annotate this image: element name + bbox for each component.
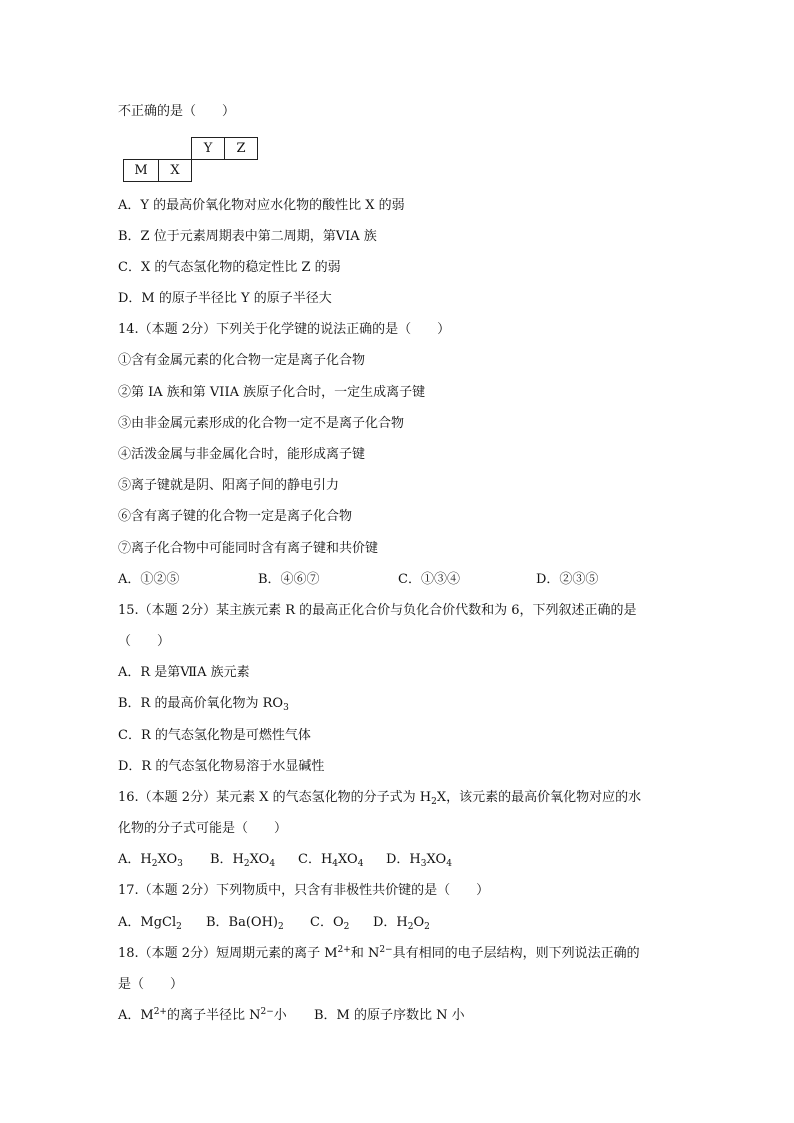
q18-stem-c: 具有相同的电子层结构，则下列说法正确的 [392, 946, 640, 961]
q18-a-p1: A．M [118, 1008, 154, 1023]
q16-stem-line2: 化物的分子式可能是（ ） [118, 821, 288, 836]
q17-a-p1: A．MgCl [118, 915, 177, 930]
q14-statement-2: ②第 IA 族和第 VIIA 族原子化合时，一定生成离子键 [118, 385, 426, 400]
q16-a-p1: A．H [118, 852, 152, 867]
q16-option-b [186, 851, 298, 869]
q15-option-a: A．R 是第ⅦA 族元素 [118, 665, 250, 680]
q16-a-s2: 3 [177, 859, 183, 869]
q18-options [118, 1007, 465, 1025]
q16-d-p1: D．H [386, 852, 421, 867]
q18-option-b: B．M 的原子序数比 N 小 [314, 1008, 465, 1023]
q16-stem-line1 [118, 789, 641, 807]
q18-a-sup2: 2− [260, 1007, 274, 1017]
q13-stem-tail: 不正确的是（ ） [118, 104, 236, 119]
q15-option-d: D．R 的气态氢化物易溶于水显碱性 [118, 759, 325, 774]
q16-option-c [298, 851, 386, 869]
q18-option-a [118, 1007, 314, 1025]
q14-statement-6: ⑥含有离子键的化合物一定是离子化合物 [118, 509, 353, 524]
q13-option-d: D．M 的原子半径比 Y 的原子半径大 [118, 291, 332, 306]
q16-c-p2: XO [338, 852, 358, 867]
q16-b-p1: B．H [210, 852, 244, 867]
q16-a-p2: XO [157, 852, 178, 867]
q17-a-s1: 2 [176, 922, 182, 932]
q17-c-s1: 2 [343, 922, 350, 932]
q18-stem-line1 [118, 945, 640, 963]
q14-option-b: B．④⑥⑦ [258, 572, 320, 587]
q18-stem-b: 和 N [350, 946, 380, 961]
q16-d-s2: 4 [446, 859, 452, 869]
q16-stem-post: X，该元素的最高价氧化物对应的水 [436, 790, 642, 805]
q16-b-s1: 2 [243, 859, 250, 869]
cell-x: X [159, 160, 192, 182]
q13-option-a: A．Y 的最高价氧化物对应水化物的酸性比 X 的弱 [118, 198, 405, 213]
q17-b-s1: 2 [278, 922, 284, 932]
q17-option-d [373, 914, 430, 932]
q14-stem: 14.（本题 2分）下列关于化学键的说法正确的是（ ） [118, 322, 451, 337]
q16-option-d [386, 851, 452, 869]
cell-m: M [124, 160, 159, 182]
q16-options [118, 851, 452, 869]
q16-d-p2: XO [426, 852, 447, 867]
q17-d-s1: 2 [407, 922, 414, 932]
q18-stem-line2: 是（ ） [118, 977, 184, 992]
q14-statement-5: ⑤离子键就是阴、阳离子间的静电引力 [118, 478, 340, 493]
cell-z: Z [225, 138, 258, 160]
q15-option-b-sub: 3 [283, 703, 289, 713]
q14-option-a: A．①②⑤ [118, 572, 180, 587]
q13-option-c: C．X 的气态氢化物的稳定性比 Z 的弱 [118, 260, 341, 275]
periodic-fragment-row2 [123, 159, 192, 182]
q17-stem: 17.（本题 2分）下列物质中，只含有非极性共价键的是（ ） [118, 883, 490, 898]
q14-statement-1: ①含有金属元素的化合物一定是离子化合物 [118, 353, 366, 368]
q14-option-c: C．①③④ [398, 572, 460, 587]
q15-option-b-text: B．R 的最高价氧化物为 RO [118, 696, 284, 711]
q18-a-p2: 的离子半径比 N [166, 1008, 261, 1023]
q18-a-sup1: 2+ [153, 1007, 167, 1017]
q13-option-b: B．Z 位于元素周期表中第二周期，第VIA 族 [118, 229, 377, 244]
q18-stem-sup2: 2− [379, 945, 393, 955]
q16-b-p2: XO [249, 852, 270, 867]
q15-option-c: C．R 的气态氢化物是可燃性气体 [118, 728, 311, 743]
q16-c-s1: 4 [332, 859, 339, 869]
q17-d-s2: 2 [424, 922, 430, 932]
q17-c-p1: C．O [310, 915, 344, 930]
q14-statement-4: ④活泼金属与非金属化合时，能形成离子键 [118, 447, 366, 462]
q18-stem-sup1: 2+ [337, 945, 351, 955]
q14-options [118, 571, 598, 589]
q17-option-b [206, 914, 310, 932]
q16-c-s2: 4 [357, 859, 364, 869]
cell-y: Y [192, 138, 225, 160]
q15-stem-line1: 15.（本题 2分）某主族元素 R 的最高正化合价与负化合价代数和为 6，下列叙述正确的是 [118, 603, 637, 618]
q17-d-p1: D．H [373, 915, 408, 930]
q15-option-b [118, 695, 289, 713]
q17-options [118, 914, 430, 932]
q17-option-c [310, 914, 373, 932]
q15-stem-line2: （ ） [118, 634, 171, 649]
q16-stem-pre: 16.（本题 2分）某元素 X 的气态氢化物的分子式为 H [118, 790, 432, 805]
q16-stem-sub: 2 [431, 797, 437, 807]
q14-statement-7: ⑦离子化合物中可能同时含有离子键和共价键 [118, 541, 379, 556]
q18-stem-a: 18.（本题 2分）短周期元素的离子 M [118, 946, 338, 961]
q14-option-d: D．②③⑤ [536, 572, 599, 587]
q17-d-p2: O [413, 915, 425, 930]
q14-statement-3: ③由非金属元素形成的化合物一定不是离子化合物 [118, 416, 405, 431]
q16-b-s2: 4 [269, 859, 276, 869]
q17-option-a [118, 914, 206, 932]
q16-option-a [118, 851, 186, 869]
q16-c-p1: C．H [298, 852, 333, 867]
periodic-fragment-row1 [191, 137, 258, 160]
q16-d-s1: 3 [420, 859, 427, 869]
q16-a-s1: 2 [151, 859, 158, 869]
q17-b-p1: B．Ba(OH) [206, 915, 278, 930]
q18-a-p3: 小 [273, 1008, 287, 1023]
